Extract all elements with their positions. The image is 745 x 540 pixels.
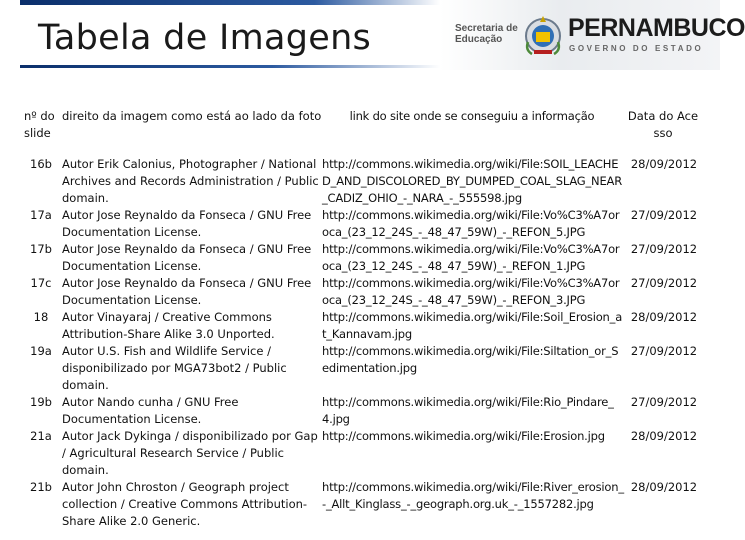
cell-author: Autor Jose Reynaldo da Fonseca / GNU Free Documentation License.: [62, 276, 315, 307]
state-seal-icon: [522, 12, 564, 58]
cell-slide: 19b: [30, 395, 52, 409]
cell-slide: 21b: [30, 480, 52, 494]
cell-link: http://commons.wikimedia.org/wiki/File:Vo%C3%A7oroca_(23_12_24S_-_48_47_59W)_-_REFON_3.JPG: [322, 276, 620, 307]
secretaria-label: [455, 23, 519, 45]
cell-link: http://commons.wikimedia.org/wiki/File:Vo%C3%A7oroca_(23_12_24S_-_48_47_59W)_-_REFON_1.JPG: [322, 242, 620, 273]
cell-author: Autor U.S. Fish and Wildlife Service / disponibilizado por MGA73bot2 / Public domain.: [62, 344, 291, 392]
cell-date: 27/09/2012: [630, 242, 698, 256]
cell-slide: 21a: [30, 429, 52, 443]
cell-link: http://commons.wikimedia.org/wiki/File:Vo%C3%A7oroca_(23_12_24S_-_48_47_59W)_-_REFON_5.JPG: [322, 208, 620, 239]
table-row: [24, 156, 704, 207]
cell-date: 27/09/2012: [630, 208, 698, 222]
cell-author: Autor Jose Reynaldo da Fonseca / GNU Free Documentation License.: [62, 208, 315, 239]
cell-link: http://commons.wikimedia.org/wiki/File:Soil_Erosion_at_Kannavam.jpg: [322, 310, 623, 341]
cell-date: 28/09/2012: [630, 429, 698, 443]
header-banner: [0, 0, 745, 70]
table-row: [24, 275, 704, 309]
cell-date: 28/09/2012: [630, 310, 698, 324]
cell-slide: 17c: [30, 276, 52, 290]
table-row: [24, 479, 704, 530]
cell-slide: 17a: [30, 208, 52, 222]
brand-subtitle: GOVERNO DO ESTADO: [569, 44, 704, 53]
header-divider: [20, 65, 440, 68]
brand-name: PERNAMBUCO: [568, 14, 745, 42]
cell-slide: 19a: [30, 344, 52, 358]
header-date: Data do Acesso: [627, 109, 699, 140]
secretaria-line1: Secretaria de: [455, 23, 518, 34]
page-title: Tabela de Imagens: [38, 18, 372, 58]
image-table: [24, 108, 704, 530]
cell-author: Autor Jose Reynaldo da Fonseca / GNU Free Documentation License.: [62, 242, 315, 273]
cell-date: 28/09/2012: [630, 480, 698, 494]
header-link: link do site onde se conseguiu a informação: [349, 109, 595, 123]
cell-author: Autor Jack Dykinga / disponibilizado por Gap / Agricultural Research Service / Public domain.: [62, 429, 322, 477]
cell-date: 27/09/2012: [630, 276, 698, 290]
cell-author: Autor Vinayaraj / Creative Commons Attribution-Share Alike 3.0 Unported.: [62, 310, 276, 341]
table-header-row: [24, 108, 704, 156]
cell-slide: 17b: [30, 242, 52, 256]
cell-link: http://commons.wikimedia.org/wiki/File:Erosion.jpg: [322, 429, 605, 443]
cell-link: http://commons.wikimedia.org/wiki/File:Rio_Pindare_4.jpg: [322, 395, 614, 426]
cell-link: http://commons.wikimedia.org/wiki/File:SOIL_LEACHED_AND_DISCOLORED_BY_DUMPED_COAL_SLAG_NEAR_CADIZ_OHIO_-_NARA_-_555598.jpg: [322, 157, 622, 205]
secretaria-line2: Educação: [455, 34, 503, 45]
cell-date: 27/09/2012: [630, 395, 698, 409]
table-row: [24, 343, 704, 394]
table-row: [24, 394, 704, 428]
cell-slide: 18: [33, 310, 49, 324]
cell-author: Autor Nando cunha / GNU Free Documentation License.: [62, 395, 243, 426]
table-row: [24, 428, 704, 479]
header-slide: nº do slide: [24, 109, 59, 140]
cell-link: http://commons.wikimedia.org/wiki/File:Siltation_or_Sedimentation.jpg: [322, 344, 619, 375]
header-author: direito da imagem como está ao lado da foto: [62, 109, 322, 123]
cell-slide: 16b: [30, 157, 52, 171]
table-row: [24, 241, 704, 275]
table-row: [24, 207, 704, 241]
header-accent-bar: [20, 0, 440, 5]
cell-link: http://commons.wikimedia.org/wiki/File:River_erosion_-_Allt_Kinglass_-_geograph.org.uk_-_1557282.jpg: [322, 480, 624, 511]
cell-date: 27/09/2012: [630, 344, 698, 358]
cell-author: Autor John Chroston / Geograph project collection / Creative Commons Attribution-Share Alike 2.0 Generic.: [62, 480, 308, 528]
cell-author: Autor Erik Calonius, Photographer / National Archives and Records Administration / Public domain.: [62, 157, 323, 205]
cell-date: 28/09/2012: [630, 157, 698, 171]
table-row: [24, 309, 704, 343]
